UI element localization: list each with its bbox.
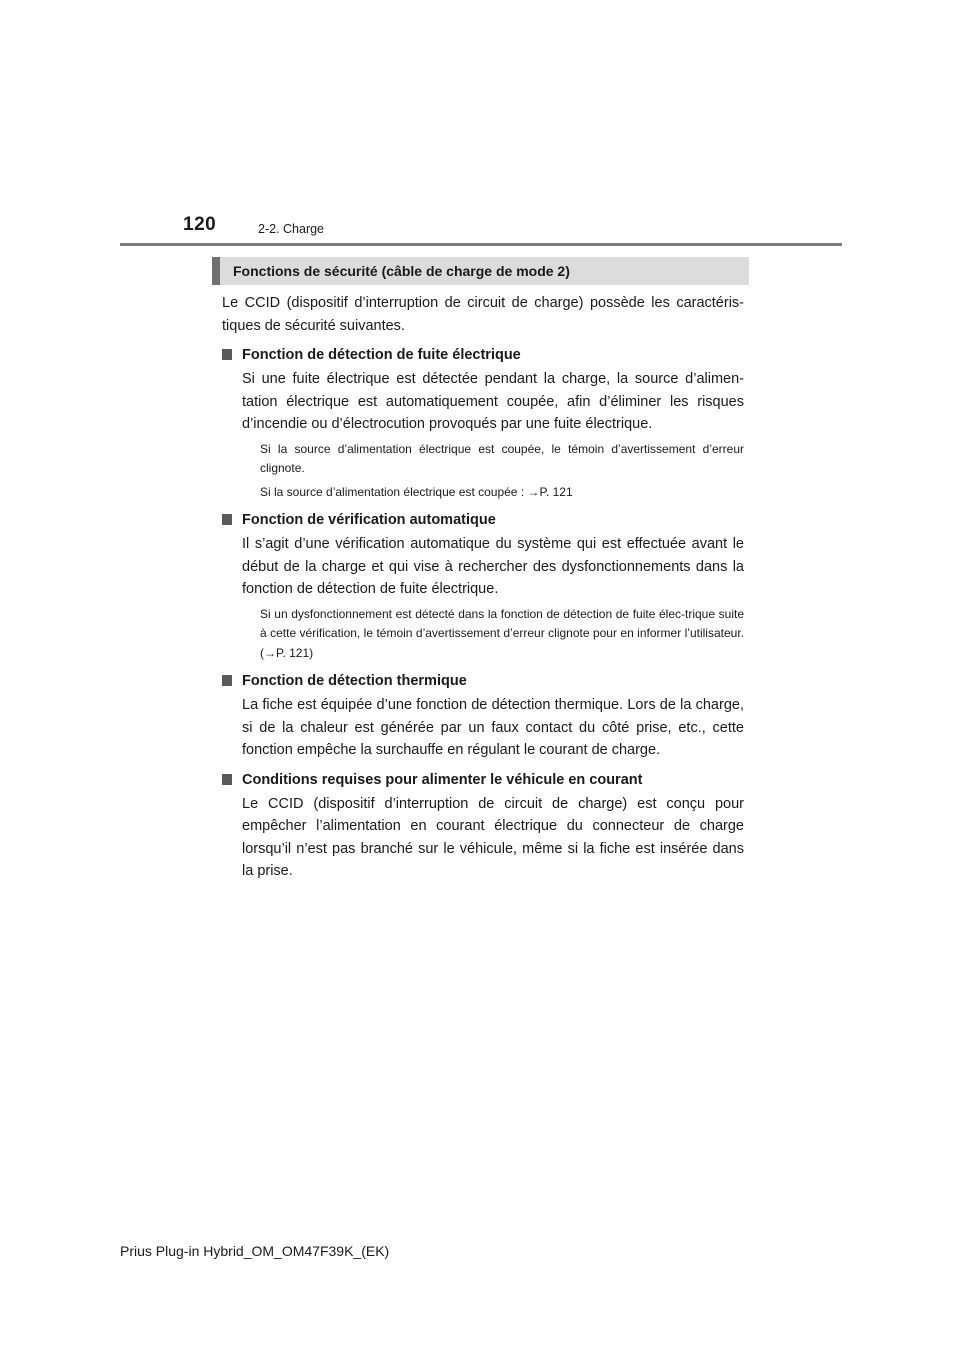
item-note: Si la source d’alimentation électrique est coupée, le témoin d’avertissement d’erreur clignote. bbox=[260, 441, 744, 475]
item-heading bbox=[222, 670, 744, 692]
square-bullet-icon bbox=[222, 514, 232, 525]
item-heading-text: Fonction de détection thermique bbox=[242, 673, 467, 689]
intro-paragraph: Le CCID (dispositif d’interruption de circuit de charge) possède les caractéris-tiques de sécurité suivantes. bbox=[222, 295, 744, 334]
item-body: La fiche est équipée d’une fonction de détection thermique. Lors de la charge, si de la chaleur est générée par un faux contact du côté prise, etc., cette fonction empêche la surchauffe en régulant le courant de charge. bbox=[242, 697, 744, 758]
item-heading-text: Fonction de vérification automatique bbox=[242, 512, 496, 528]
item-thermal-detection bbox=[222, 670, 744, 762]
item-body: Il s’agit d’une vérification automatique du système qui est effectuée avant le début de la charge et qui vise à rechercher des dysfonctionnements dans la fonction de détection de fuite électrique. bbox=[242, 536, 744, 597]
square-bullet-icon bbox=[222, 349, 232, 360]
header-rule bbox=[120, 243, 842, 246]
footer-document-id: Prius Plug-in Hybrid_OM_OM47F39K_(EK) bbox=[120, 1243, 390, 1259]
square-bullet-icon bbox=[222, 675, 232, 686]
section-title: Fonctions de sécurité (câble de charge de mode 2) bbox=[233, 263, 570, 279]
section-label: 2-2. Charge bbox=[258, 222, 325, 236]
item-heading bbox=[222, 344, 744, 366]
square-bullet-icon bbox=[222, 774, 232, 785]
item-power-conditions bbox=[222, 769, 744, 883]
item-heading-text: Conditions requises pour alimenter le véhicule en courant bbox=[242, 771, 643, 788]
item-heading bbox=[222, 769, 744, 791]
page-number: 120 bbox=[183, 214, 217, 235]
item-note: Si un dysfonctionnement est détecté dans la fonction de détection de fuite élec-trique suite à cette vérification, le témoin d’avertissement d’erreur clignote pour en informer l’utilisateur. (→P. 121) bbox=[260, 606, 744, 660]
item-heading-text: Fonction de détection de fuite électrique bbox=[242, 347, 521, 363]
item-heading bbox=[222, 509, 744, 531]
section-title-bar bbox=[212, 257, 749, 285]
item-leak-detection bbox=[222, 344, 744, 502]
item-body: Le CCID (dispositif d’interruption de circuit de charge) est conçu pour empêcher l’alimentation en courant électrique du connecteur de charge lorsqu’il n’est pas branché sur le véhicule, même si la fiche est insérée dans la prise. bbox=[242, 795, 744, 879]
item-note: Si la source d’alimentation électrique est coupée : →P. 121 bbox=[260, 484, 573, 499]
item-body: Si une fuite électrique est détectée pendant la charge, la source d’alimen-tation électrique est automatiquement coupée, afin d’éliminer les risques d’incendie ou d’électrocution provoqués par une fuite électrique. bbox=[242, 371, 744, 432]
item-self-check bbox=[222, 509, 744, 663]
content bbox=[222, 292, 744, 883]
